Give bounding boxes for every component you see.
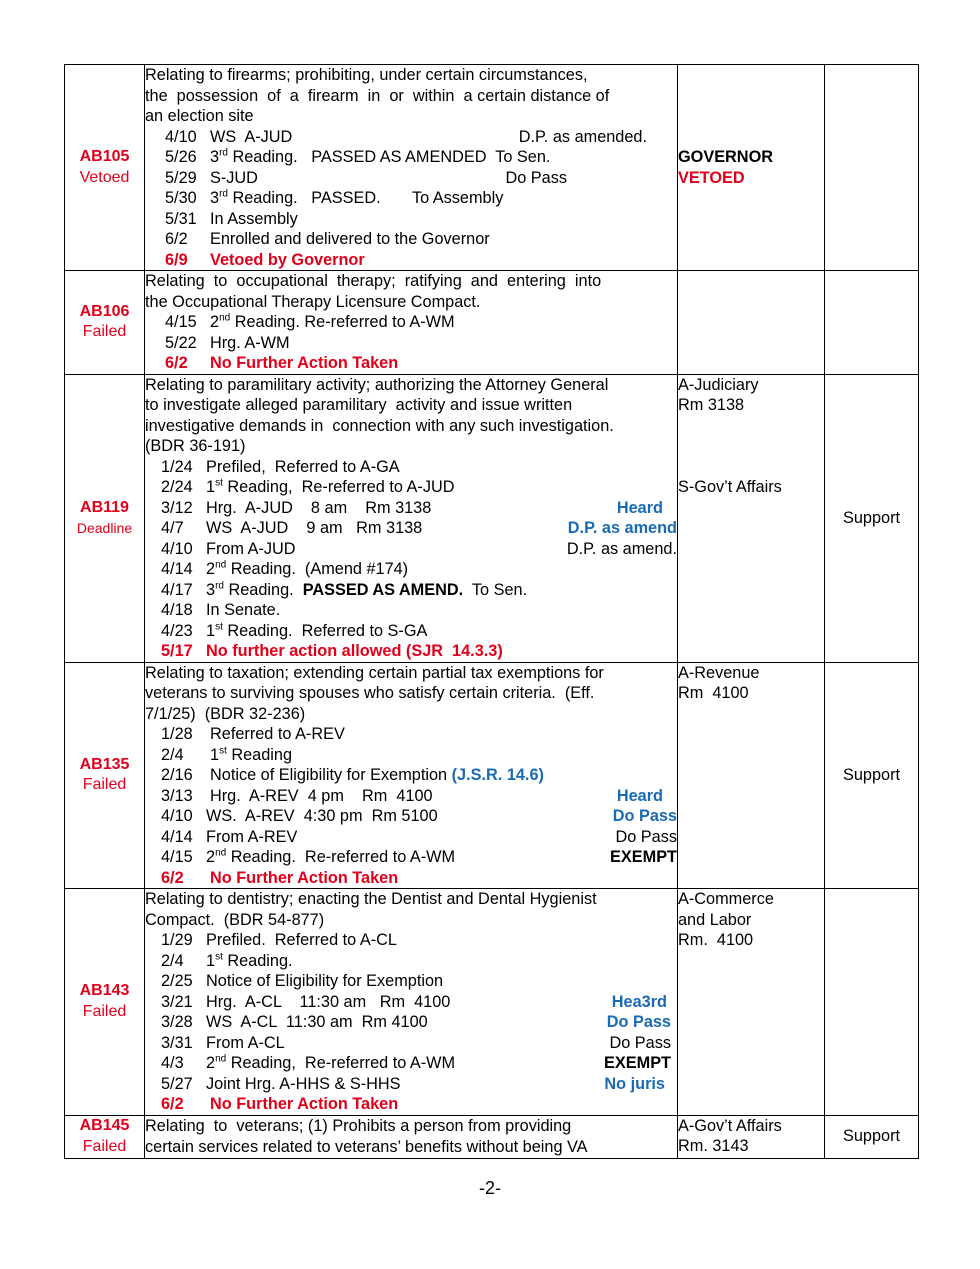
description-line: Relating to taxation; extending certain partial tax exemptions for (145, 663, 604, 682)
committee-line: Rm 3138 (678, 396, 745, 414)
bill-cell (65, 271, 145, 375)
bill-status: Failed (82, 323, 127, 341)
action-line (145, 786, 677, 807)
committee-line: A-Gov’t Affairs (678, 1116, 782, 1135)
action-line (145, 580, 677, 601)
action-text: No Further Action Taken (210, 354, 399, 372)
bill-status: Deadline (76, 520, 133, 536)
committee-line: Rm. 4100 (678, 931, 754, 949)
description-line: Relating to veterans; (1) Prohibits a person from providing (145, 1117, 572, 1135)
action-note: Do Pass (615, 827, 677, 846)
action-line (145, 127, 677, 148)
table-row (65, 65, 919, 271)
action-date: 3/28 (161, 1013, 193, 1031)
action-date: 6/2 (161, 868, 184, 887)
bill-tracking-table (64, 64, 919, 1159)
action-line (145, 188, 677, 209)
bill-description (145, 889, 678, 1116)
action-line (145, 930, 677, 951)
committee-cell (678, 662, 825, 889)
action-text: Enrolled and delivered to the Governor (210, 230, 490, 248)
action-rule-ref: (J.S.R. 14.6) (451, 766, 544, 784)
action-line (145, 600, 677, 621)
action-date: 1/24 (161, 457, 193, 476)
description-line: the possession of a firearm in or within a certain distance of (145, 86, 610, 105)
action-date: 4/23 (161, 621, 193, 640)
action-text: Hrg. A-REV 4 pm Rm 4100 (210, 786, 433, 805)
position-cell: Support (825, 662, 919, 889)
action-text: Hrg. A-CL 11:30 am Rm 4100 (206, 992, 451, 1011)
action-text: No Further Action Taken (210, 1095, 399, 1113)
description-line: investigative demands in connection with any such investigation. (145, 416, 614, 435)
action-line (145, 847, 677, 868)
action-text: No further action allowed (SJR 14.3.3) (206, 642, 503, 660)
action-line (145, 827, 677, 848)
action-note: D.P. as amended. (518, 127, 647, 146)
bill-status: Failed (82, 1002, 127, 1020)
action-date: 3/12 (161, 498, 193, 517)
description-line: (BDR 36-191) (145, 437, 246, 455)
action-text: Prefiled, Referred to A-GA (206, 457, 400, 476)
bill-number: AB105 (79, 148, 130, 165)
committee-cell (678, 889, 825, 1116)
action-date: 6/2 (165, 354, 188, 372)
committee-line: S-Gov’t Affairs (678, 478, 782, 496)
action-line (145, 1033, 677, 1054)
action-date: 4/14 (161, 560, 193, 578)
action-text: In Senate. (206, 601, 281, 619)
action-date: 5/31 (165, 209, 197, 228)
action-date: 6/2 (161, 1095, 184, 1113)
action-line (145, 147, 677, 168)
action-line (145, 765, 677, 786)
bill-cell (65, 662, 145, 889)
committee-line: A-Revenue (678, 663, 760, 682)
action-text: 2nd Reading. Re-referred to A-WM (210, 312, 455, 331)
bill-description (145, 1115, 678, 1158)
committee-cell (678, 1115, 825, 1158)
action-line (145, 477, 677, 498)
action-date: 5/30 (165, 189, 197, 207)
action-text: 2nd Reading. Re-referred to A-WM (206, 847, 456, 866)
bill-status: Vetoed (79, 168, 130, 186)
action-date: 2/4 (161, 951, 184, 970)
action-note: D.P. as amend (567, 519, 677, 537)
action-text: 3rd Reading. PASSED AS AMENDED To Sen. (210, 147, 551, 166)
action-line (145, 559, 677, 580)
description-line: to investigate alleged paramilitary activity and issue written (145, 396, 573, 414)
action-text: 3rd Reading. PASSED. To Assembly (210, 188, 504, 207)
action-date: 4/3 (161, 1054, 184, 1072)
action-date: 4/15 (161, 848, 193, 866)
bill-description (145, 662, 678, 889)
action-line-final (145, 250, 677, 271)
action-note: Heard (616, 786, 663, 805)
action-text: In Assembly (210, 209, 298, 228)
action-line (145, 992, 677, 1013)
action-line-final (145, 641, 677, 662)
action-text: Hrg. A-WM (210, 333, 290, 352)
committee-line: and Labor (678, 910, 752, 929)
action-date: 1/29 (161, 931, 193, 949)
action-line (145, 457, 677, 478)
action-text: Vetoed by Governor (210, 250, 365, 269)
description-line: Relating to firearms; prohibiting, under certain circumstances, (145, 66, 588, 84)
action-line (145, 498, 677, 519)
description-line: 7/1/25) (BDR 32-236) (145, 704, 306, 723)
action-text-main: Notice of Eligibility for Exemption (210, 766, 448, 784)
committee-cell (678, 271, 825, 375)
action-text: 1st Reading, Re-referred to A-JUD (206, 477, 455, 496)
action-date: 2/4 (161, 745, 184, 764)
committee-cell (678, 65, 825, 271)
description-line: veterans to surviving spouses who satisfy certain criteria. (Eff. (145, 684, 595, 702)
bill-cell (65, 65, 145, 271)
position-cell (825, 271, 919, 375)
description-line: an election site (145, 107, 254, 125)
table-row (65, 889, 919, 1116)
action-date: 1/28 (161, 725, 193, 743)
bill-description (145, 65, 678, 271)
description-line: Compact. (BDR 54-877) (145, 910, 325, 929)
action-text: Hrg. A-JUD 8 am Rm 3138 (206, 498, 432, 517)
action-note: No juris (604, 1074, 665, 1093)
action-line (145, 333, 677, 354)
action-text: WS A-JUD 9 am Rm 3138 (206, 519, 423, 537)
action-date: 4/17 (161, 580, 193, 599)
bill-status: Failed (82, 1137, 127, 1155)
action-note: Hea3rd (611, 992, 667, 1011)
action-text: S-JUD (210, 168, 258, 187)
action-line (145, 745, 677, 766)
position-cell (825, 889, 919, 1116)
description-line: Relating to dentistry; enacting the Dentist and Dental Hygienist (145, 890, 597, 908)
action-date: 6/2 (165, 230, 188, 248)
action-date: 4/10 (161, 539, 193, 558)
action-text: 1st Reading. (206, 951, 293, 970)
bill-cell (65, 889, 145, 1116)
action-date: 3/13 (161, 786, 193, 805)
bill-description (145, 374, 678, 662)
action-text: No Further Action Taken (210, 868, 399, 887)
action-date: 5/17 (161, 642, 193, 660)
page-number: -2- (479, 1178, 501, 1198)
action-line (145, 621, 677, 642)
bill-description (145, 271, 678, 375)
table-row (65, 271, 919, 375)
table-row (65, 662, 919, 889)
action-text: 2nd Reading. (Amend #174) (206, 559, 409, 578)
action-text: Prefiled. Referred to A-CL (206, 931, 397, 949)
action-line (145, 1012, 677, 1033)
description-line: Relating to paramilitary activity; authorizing the Attorney General (145, 375, 609, 394)
action-line (145, 971, 677, 992)
committee-line: A-Judiciary (678, 375, 759, 394)
action-text: 1st Reading (210, 745, 293, 764)
committee-line: Rm 4100 (678, 684, 749, 702)
action-date: 2/16 (161, 766, 193, 784)
table-row (65, 374, 919, 662)
action-text: Joint Hrg. A-HHS & S-HHS (206, 1074, 401, 1093)
action-note: EXEMPT (610, 848, 677, 866)
action-text: WS. A-REV 4:30 pm Rm 5100 (206, 807, 438, 825)
action-note: Do Pass (505, 168, 567, 187)
bill-cell (65, 374, 145, 662)
action-line (145, 168, 677, 189)
action-text: 1st Reading. Referred to S-GA (206, 621, 428, 640)
position-cell: Support (825, 374, 919, 662)
action-note: D.P. as amend. (566, 539, 677, 558)
description-line: the Occupational Therapy Licensure Compact. (145, 292, 481, 311)
description-line: certain services related to veterans’ benefits without being VA (145, 1137, 588, 1156)
action-line (145, 1053, 677, 1074)
committee-cell (678, 374, 825, 662)
action-text: WS A-JUD (210, 127, 293, 146)
action-text: Referred to A-REV (210, 725, 345, 743)
position-cell: Support (825, 1115, 919, 1158)
bill-number: AB135 (79, 755, 130, 773)
action-date: 2/24 (161, 478, 193, 496)
action-line-final (145, 1094, 677, 1115)
action-date: 5/29 (165, 168, 197, 187)
action-date: 5/22 (165, 333, 197, 352)
action-note: Heard (616, 498, 663, 517)
action-line (145, 312, 677, 333)
description-line: Relating to occupational therapy; ratifying and entering into (145, 272, 602, 290)
action-line-final (145, 353, 677, 374)
action-line (145, 806, 677, 827)
bill-cell (65, 1115, 145, 1158)
action-date: 3/21 (161, 992, 193, 1011)
action-text: From A-CL (206, 1033, 285, 1052)
action-line (145, 539, 677, 560)
action-date: 4/10 (161, 807, 193, 825)
action-text: WS A-CL 11:30 am Rm 4100 (206, 1013, 428, 1031)
committee-line: A-Commerce (678, 890, 774, 908)
action-date: 2/25 (161, 972, 193, 990)
committee-line: GOVERNOR (678, 148, 773, 166)
action-line (145, 724, 677, 745)
action-line (145, 518, 677, 539)
committee-line: VETOED (678, 168, 745, 187)
action-note: Do Pass (606, 1013, 671, 1031)
action-note: Do Pass (609, 1033, 671, 1052)
action-text: 3rd Reading. PASSED AS AMEND. To Sen. (206, 580, 528, 599)
action-date: 5/27 (161, 1074, 193, 1093)
action-text: 2nd Reading, Re-referred to A-WM (206, 1053, 456, 1072)
action-text: From A-REV (206, 827, 298, 846)
action-date: 4/15 (165, 313, 197, 331)
action-line-final (145, 868, 677, 889)
bill-number: AB143 (79, 982, 130, 1000)
action-date: 4/18 (161, 601, 193, 619)
position-cell (825, 65, 919, 271)
action-line (145, 229, 677, 250)
action-note: Do Pass (612, 807, 677, 825)
action-date: 4/14 (161, 827, 193, 846)
action-date: 6/9 (165, 250, 188, 269)
bill-number: AB145 (79, 1117, 130, 1134)
bill-number: AB119 (80, 498, 129, 516)
bill-number: AB106 (79, 302, 130, 320)
bill-status: Failed (82, 776, 127, 794)
action-date: 4/10 (165, 127, 197, 146)
action-line (145, 951, 677, 972)
committee-line: Rm. 3143 (678, 1137, 749, 1155)
action-text: Notice of Eligibility for Exemption (206, 972, 444, 990)
action-line (145, 1074, 677, 1095)
action-date: 3/31 (161, 1033, 193, 1052)
action-text: From A-JUD (206, 539, 296, 558)
action-date: 4/7 (161, 519, 184, 537)
table-row (65, 1115, 919, 1158)
action-text (206, 765, 677, 786)
action-note: EXEMPT (604, 1054, 671, 1072)
action-line (145, 209, 677, 230)
action-date: 5/26 (165, 148, 197, 166)
